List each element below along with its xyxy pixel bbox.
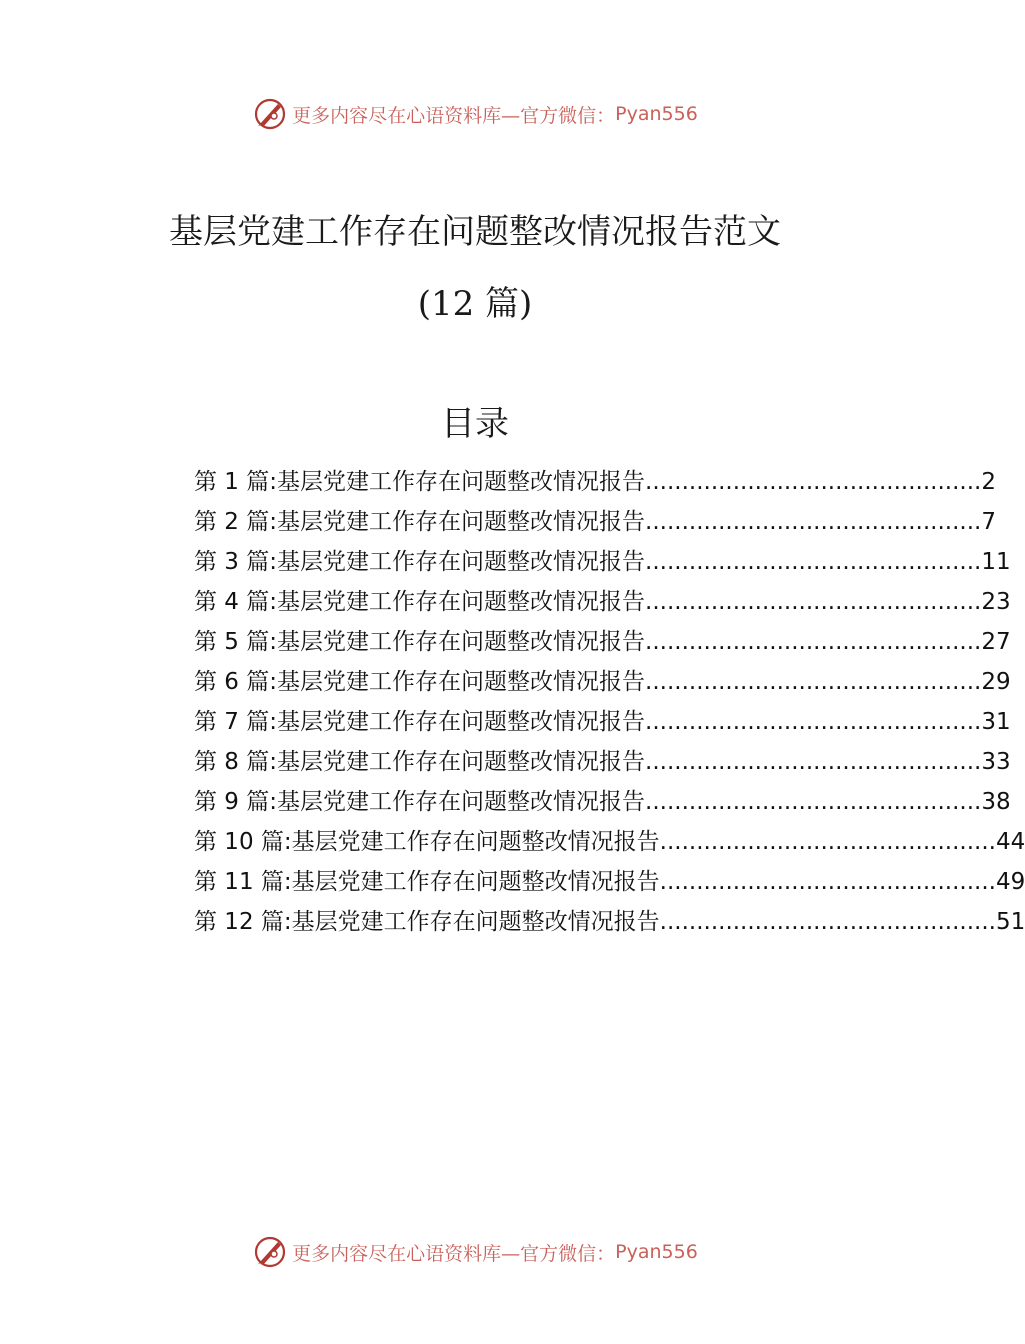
toc-entry-title: 第 5 篇:基层党建工作存在问题整改情况报告 bbox=[194, 629, 646, 655]
toc-leader-dots: .............................................. bbox=[645, 549, 982, 575]
toc-entry-page: 49 bbox=[995, 869, 1025, 895]
toc-heading: 目录 bbox=[441, 404, 509, 444]
toc-entry[interactable] bbox=[194, 782, 1011, 822]
toc-entry-title: 第 4 篇:基层党建工作存在问题整改情况报告 bbox=[194, 589, 646, 615]
toc-entry-page: 2 bbox=[981, 469, 996, 495]
toc-entry-page: 11 bbox=[981, 549, 1011, 575]
toc-entry-page: 51 bbox=[995, 909, 1025, 935]
toc-leader-dots: .............................................. bbox=[645, 469, 982, 495]
toc-entry-page: 31 bbox=[981, 709, 1011, 735]
toc-leader-dots: .............................................. bbox=[645, 629, 982, 655]
wechat-id: Pyan556 bbox=[615, 1241, 698, 1263]
toc-entry-page: 29 bbox=[981, 669, 1011, 695]
toc-entry[interactable] bbox=[194, 542, 1011, 582]
toc-entry[interactable] bbox=[194, 742, 1011, 782]
toc-entry-page: 44 bbox=[995, 829, 1025, 855]
wechat-id: Pyan556 bbox=[615, 103, 698, 125]
toc-leader-dots: .............................................. bbox=[645, 709, 982, 735]
toc-entry[interactable] bbox=[194, 822, 1025, 862]
toc-entry-title: 第 6 篇:基层党建工作存在问题整改情况报告 bbox=[194, 669, 646, 695]
toc-entry-title: 第 9 篇:基层党建工作存在问题整改情况报告 bbox=[194, 789, 646, 815]
toc-leader-dots: .............................................. bbox=[645, 669, 982, 695]
toc-entry-page: 7 bbox=[981, 509, 996, 535]
toc-entry-page: 33 bbox=[981, 749, 1011, 775]
toc-entry-title: 第 1 篇:基层党建工作存在问题整改情况报告 bbox=[194, 469, 646, 495]
toc-entry[interactable] bbox=[194, 582, 1011, 622]
toc-leader-dots: .............................................. bbox=[659, 829, 996, 855]
toc-entry-title: 第 12 篇:基层党建工作存在问题整改情况报告 bbox=[194, 909, 660, 935]
toc-entry[interactable] bbox=[194, 902, 1025, 942]
pen-nib-logo-icon bbox=[252, 96, 288, 132]
toc-leader-dots: .............................................. bbox=[659, 869, 996, 895]
toc-entry-page: 38 bbox=[981, 789, 1011, 815]
pen-nib-logo-icon bbox=[252, 1234, 288, 1270]
banner-text: 更多内容尽在心语资料库—官方微信： bbox=[292, 104, 616, 127]
toc-entry[interactable] bbox=[194, 862, 1025, 902]
toc-leader-dots: .............................................. bbox=[659, 909, 996, 935]
toc-entry-page: 23 bbox=[981, 589, 1011, 615]
header-banner bbox=[0, 94, 950, 134]
toc-leader-dots: .............................................. bbox=[645, 509, 982, 535]
toc-entry-title: 第 8 篇:基层党建工作存在问题整改情况报告 bbox=[194, 749, 646, 775]
toc-entry-title: 第 7 篇:基层党建工作存在问题整改情况报告 bbox=[194, 709, 646, 735]
toc-entry-title: 第 11 篇:基层党建工作存在问题整改情况报告 bbox=[194, 869, 660, 895]
footer-banner bbox=[0, 1232, 950, 1272]
toc-entry-title: 第 2 篇:基层党建工作存在问题整改情况报告 bbox=[194, 509, 646, 535]
toc-entry-title: 第 10 篇:基层党建工作存在问题整改情况报告 bbox=[194, 829, 660, 855]
toc-entry-title: 第 3 篇:基层党建工作存在问题整改情况报告 bbox=[194, 549, 646, 575]
toc-entry[interactable] bbox=[194, 622, 1011, 662]
toc-entry[interactable] bbox=[194, 502, 996, 542]
document-subtitle: (12 篇) bbox=[417, 284, 533, 324]
toc-leader-dots: .............................................. bbox=[645, 749, 982, 775]
toc-leader-dots: .............................................. bbox=[645, 789, 982, 815]
table-of-contents bbox=[194, 462, 1025, 942]
document-title: 基层党建工作存在问题整改情况报告范文 bbox=[169, 212, 781, 252]
toc-entry-page: 27 bbox=[981, 629, 1011, 655]
toc-entry[interactable] bbox=[194, 702, 1011, 742]
toc-entry[interactable] bbox=[194, 662, 1011, 702]
banner-text: 更多内容尽在心语资料库—官方微信： bbox=[292, 1242, 616, 1265]
toc-entry[interactable] bbox=[194, 462, 996, 502]
toc-leader-dots: .............................................. bbox=[645, 589, 982, 615]
